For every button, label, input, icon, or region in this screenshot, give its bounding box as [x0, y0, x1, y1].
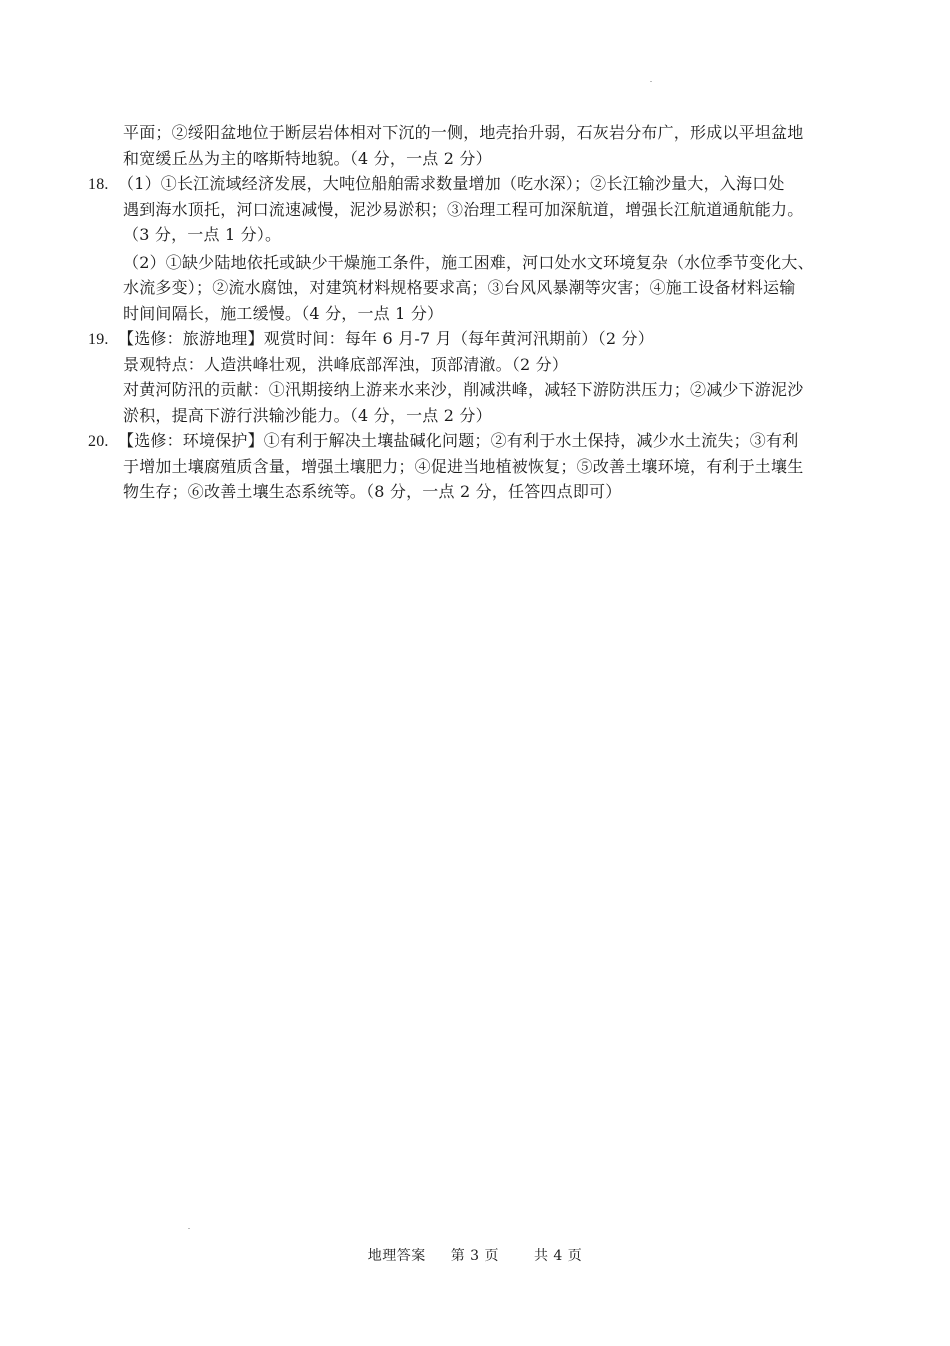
intro-line: 和宽缓丘丛为主的喀斯特地貌。（4 分，一点 2 分） — [123, 148, 492, 168]
q18-line: （3 分，一点 1 分）。 — [123, 225, 282, 244]
q20-line: 物生存；⑥改善土壤生态系统等。（8 分，一点 2 分，任答四点即可） — [123, 482, 622, 501]
q19-line — [0, 326, 950, 352]
q20-line — [0, 428, 950, 454]
intro-line: 平面；②绥阳盆地位于断层岩体相对下沉的一侧，地壳抬升弱，石灰岩分布广，形成以平坦盆地 — [123, 123, 804, 142]
question-number: 20. — [88, 433, 109, 450]
q19-line: 对黄河防汛的贡献：①汛期接纳上游来水来沙，削减洪峰，减轻下游防洪压力；②减少下游泥沙 — [123, 380, 804, 399]
scan-speck — [188, 1228, 190, 1229]
q19-line: 景观特点：人造洪峰壮观，洪峰底部浑浊，顶部清澈。（2 分） — [123, 354, 569, 374]
scan-speck — [650, 81, 652, 82]
page-footer — [0, 1245, 950, 1265]
answer-text: 【选修：旅游地理】观赏时间：每年 6 月-7 月（每年黄河汛期前）（2 分） — [118, 329, 654, 348]
answer-text: 【选修：环境保护】①有利于解决土壤盐碱化问题；②有利于水土保持，减少水土流失；③有利 — [118, 431, 799, 450]
q18-line — [0, 171, 950, 197]
footer-title: 地理答案 — [367, 1248, 426, 1264]
footer-page-total: 共 4 页 — [533, 1248, 583, 1264]
q20-line: 于增加土壤腐殖质含量，增强土壤肥力；④促进当地植被恢复；⑤改善土壤环境，有利于土壤生 — [123, 456, 804, 476]
q19-line: 淤积，提高下游行洪输沙能力。（4 分，一点 2 分） — [123, 405, 492, 425]
footer-page-number: 第 3 页 — [450, 1248, 499, 1264]
q18-line: 遇到海水顶托，河口流速减慢，泥沙易淤积；③治理工程可加深航道，增强长江航道通航能力。 — [123, 199, 804, 219]
question-number: 18. — [88, 176, 109, 193]
question-number: 19. — [88, 331, 109, 348]
q18-line: （2）①缺少陆地依托或缺少干燥施工条件，施工困难，河口处水文环境复杂（水位季节变化大、 — [123, 252, 814, 272]
answer-content — [0, 120, 950, 505]
answer-text: （1）①长江流域经济发展，大吨位船舶需求数量增加（吃水深）；②长江输沙量大，入海口处 — [118, 174, 785, 193]
q18-line: 时间间隔长，施工缓慢。（4 分，一点 1 分） — [123, 303, 444, 323]
q18-line: 水流多变）；②流水腐蚀，对建筑材料规格要求高；③台风风暴潮等灾害；④施工设备材料运输 — [123, 278, 796, 297]
